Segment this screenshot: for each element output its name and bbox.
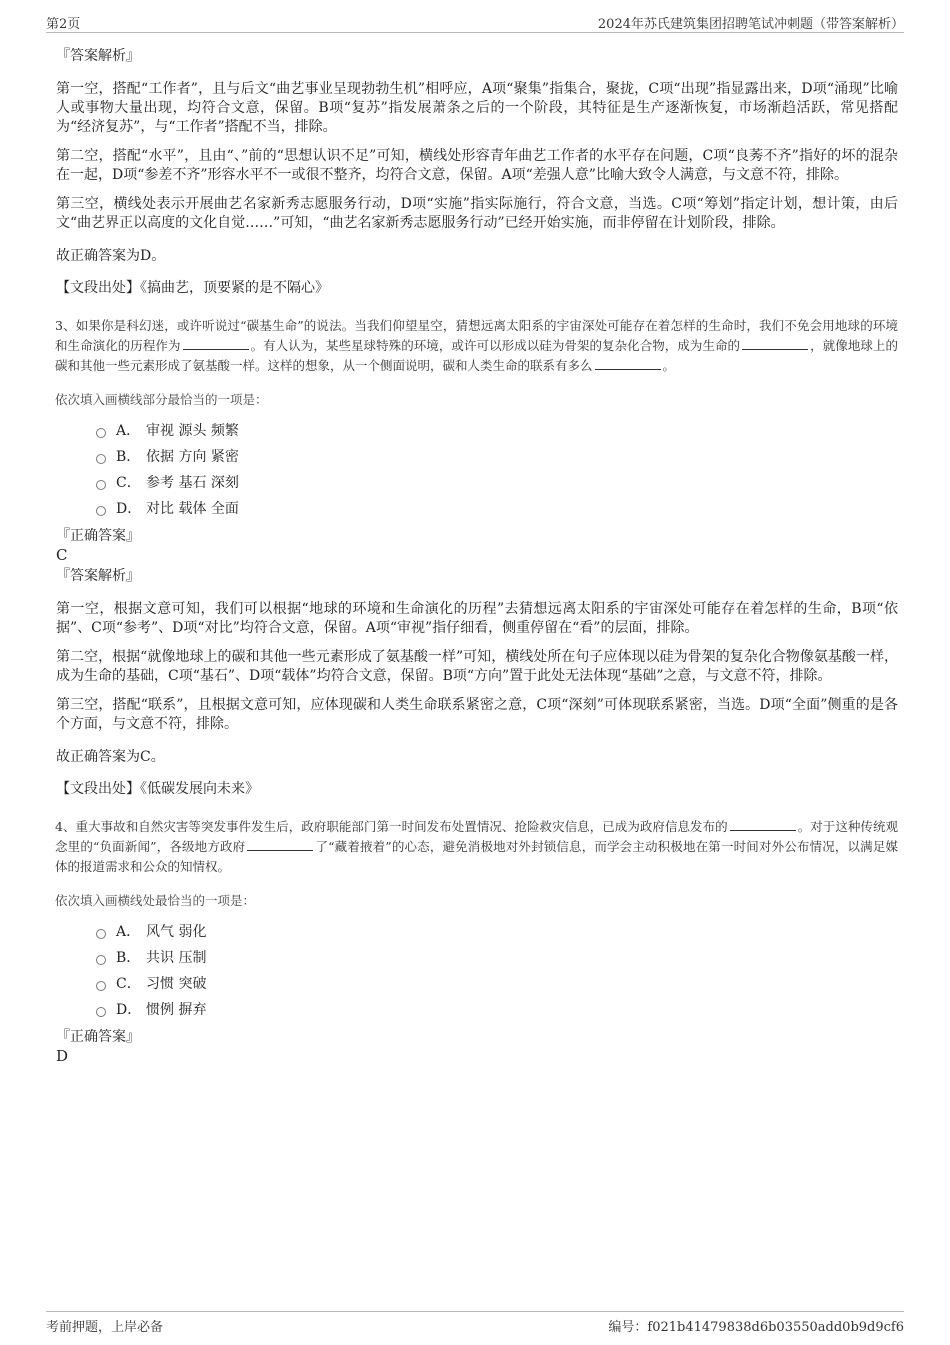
- page-header: [46, 10, 904, 33]
- option-text: 惯例 摒弃: [146, 1002, 207, 1018]
- option-c[interactable]: [96, 470, 898, 496]
- source-citation: 【文段出处】《搞曲艺，顶要紧的是不隔心》: [56, 280, 329, 296]
- option-letter: A．: [116, 423, 141, 439]
- radio-icon[interactable]: [96, 454, 106, 464]
- analysis-paragraph: 第三空，横线处表示开展曲艺名家新秀志愿服务行动，D项“实施”指实际施行，符合文意，当选。C项“筹划”指定计划，想计策，由后文“曲艺界正以高度的文化自觉……”可知，“曲艺名家新秀志愿服务行动”已经开始实施，而非停留在计划阶段，排除。: [56, 196, 898, 231]
- page-number: 第2页: [46, 17, 81, 32]
- analysis-paragraph: 第三空，搭配“联系”，且根据文意可知，应体现碳和人类生命联系紧密之意，C项“深刻”可体现联系紧密，当选。D项“全面”侧重的是各个方面，与文意不符，排除。: [56, 697, 898, 732]
- correct-answer-label: 『正确答案』: [56, 528, 140, 544]
- analysis-conclusion: 故正确答案为D。: [56, 248, 166, 264]
- option-letter: B．: [116, 950, 141, 966]
- question-prompt: 依次填入画横线部分最恰当的一项是：: [55, 392, 268, 407]
- footer-slogan: 考前押题，上岸必备: [46, 1320, 164, 1335]
- option-d[interactable]: [96, 496, 898, 522]
- option-text: 共识 压制: [146, 950, 207, 966]
- radio-icon[interactable]: [96, 929, 106, 939]
- question-text-part: 了“藏着掖着”的心态，避免消极地对外封锁信息，而学会主动积极地在第一时间对外公布情况，以满足媒体的报道需求和公众的知情权。: [55, 839, 898, 874]
- document-title: 2024年苏氏建筑集团招聘笔试冲刺题（带答案解析）: [597, 17, 904, 32]
- option-text: 审视 源头 频繁: [146, 423, 239, 439]
- option-text: 习惯 突破: [146, 976, 207, 992]
- radio-icon[interactable]: [96, 506, 106, 516]
- correct-answer-label: 『正确答案』: [56, 1029, 140, 1045]
- fill-blank: [595, 357, 661, 370]
- analysis-label: 『答案解析』: [56, 568, 140, 584]
- question-text-part: ，就像地球上的碳和其他一些元素形成了氨基酸一样。这样的想象，从一个侧面说明，碳和人类生命的联系有多么: [55, 338, 898, 373]
- question-text-part: 。有人认为，某些星球特殊的环境，或许可以形成以硅为骨架的复杂化合物，成为生命的: [250, 338, 741, 353]
- radio-icon[interactable]: [96, 1007, 106, 1017]
- option-b[interactable]: [96, 945, 898, 971]
- option-list: [96, 919, 898, 1023]
- radio-icon[interactable]: [96, 981, 106, 991]
- option-a[interactable]: [96, 418, 898, 444]
- option-letter: C．: [116, 475, 141, 491]
- option-b[interactable]: [96, 444, 898, 470]
- option-text: 依据 方向 紧密: [146, 449, 239, 465]
- fill-blank: [730, 818, 796, 831]
- analysis-paragraph: 第二空，根据“就像地球上的碳和其他一些元素形成了氨基酸一样”可知，横线处所在句子应体现以硅为骨架的复杂化合物像氨基酸一样，成为生命的基础，C项“基石”、D项“载体”均符合文意，保留。B项“方向”置于此处无法体现“基础”之意，与文意不符，排除。: [56, 649, 898, 684]
- question-prompt: 依次填入画横线处最恰当的一项是：: [55, 893, 256, 908]
- previous-question-analysis: [56, 46, 898, 298]
- question-text-part: 3、如果你是科幻迷，或许听说过“碳基生命”的说法。当我们仰望星空，猜想远离太阳系的宇宙深处可能存在着怎样的生命时，我们不免会用地球的环境和生命演化的历程作为: [55, 318, 898, 353]
- option-letter: C．: [116, 976, 141, 992]
- analysis-label: 『答案解析』: [56, 48, 140, 64]
- radio-icon[interactable]: [96, 480, 106, 490]
- document-serial: 编号：f021b41479838d6b03550add0b9d9cf6: [608, 1320, 904, 1335]
- question-4: [56, 817, 898, 1065]
- option-c[interactable]: [96, 971, 898, 997]
- option-text: 对比 载体 全面: [146, 501, 239, 517]
- fill-blank: [742, 337, 808, 350]
- question-text-part: 。对于这种传统观念里的“负面新闻”，各级地方政府: [55, 819, 898, 854]
- source-citation: 【文段出处】《低碳发展向未来》: [56, 781, 259, 797]
- question-3: [56, 316, 898, 799]
- analysis-paragraph: 第一空，搭配“工作者”，且与后文“曲艺事业呈现勃勃生机”相呼应，A项“聚集”指集合，聚拢，C项“出现”指显露出来，D项“涌现”比喻人或事物大量出现，均符合文意，保留。B项“复苏”指发展萧条之后的一个阶段，其特征是生产逐渐恢复，市场渐趋活跃，常见搭配为“经济复苏”，与“工作者”搭配不当，排除。: [56, 81, 898, 135]
- fill-blank: [247, 838, 313, 851]
- option-text: 风气 弱化: [146, 924, 207, 940]
- question-text: [55, 817, 898, 877]
- analysis-paragraph: 第一空，根据文意可知，我们可以根据“地球的环境和生命演化的历程”去猜想远离太阳系的宇宙深处可能存在着怎样的生命，B项“依据”、C项“参考”、D项“对比”均符合文意，保留。A项“审视”指仔细看，侧重停留在“看”的层面，排除。: [56, 601, 898, 636]
- option-letter: D．: [116, 1002, 142, 1018]
- option-list: [96, 418, 898, 522]
- analysis-conclusion: 故正确答案为C。: [56, 749, 165, 765]
- correct-answer: C: [56, 546, 68, 564]
- option-letter: A．: [116, 924, 141, 940]
- option-letter: D．: [116, 501, 142, 517]
- document-body: [56, 36, 898, 1065]
- radio-icon[interactable]: [96, 428, 106, 438]
- option-letter: B．: [116, 449, 141, 465]
- correct-answer: D: [56, 1047, 69, 1065]
- option-d[interactable]: [96, 997, 898, 1023]
- question-text-part: 4、重大事故和自然灾害等突发事件发生后，政府职能部门第一时间发布处置情况、抢险救灾信息，已成为政府信息发布的: [55, 819, 728, 834]
- fill-blank: [183, 337, 249, 350]
- radio-icon[interactable]: [96, 955, 106, 965]
- question-text-part: 。: [662, 358, 676, 373]
- option-text: 参考 基石 深刻: [146, 475, 239, 491]
- page-footer: [46, 1311, 904, 1334]
- question-text: [55, 316, 898, 376]
- option-a[interactable]: [96, 919, 898, 945]
- analysis-paragraph: 第二空，搭配“水平”，且由“、”前的“思想认识不足”可知，横线处形容青年曲艺工作者的水平存在问题，C项“良莠不齐”指好的坏的混杂在一起，D项“参差不齐”形容水平不一或很不整齐，均符合文意，保留。A项“差强人意”比喻大致令人满意，与文意不符，排除。: [56, 148, 898, 183]
